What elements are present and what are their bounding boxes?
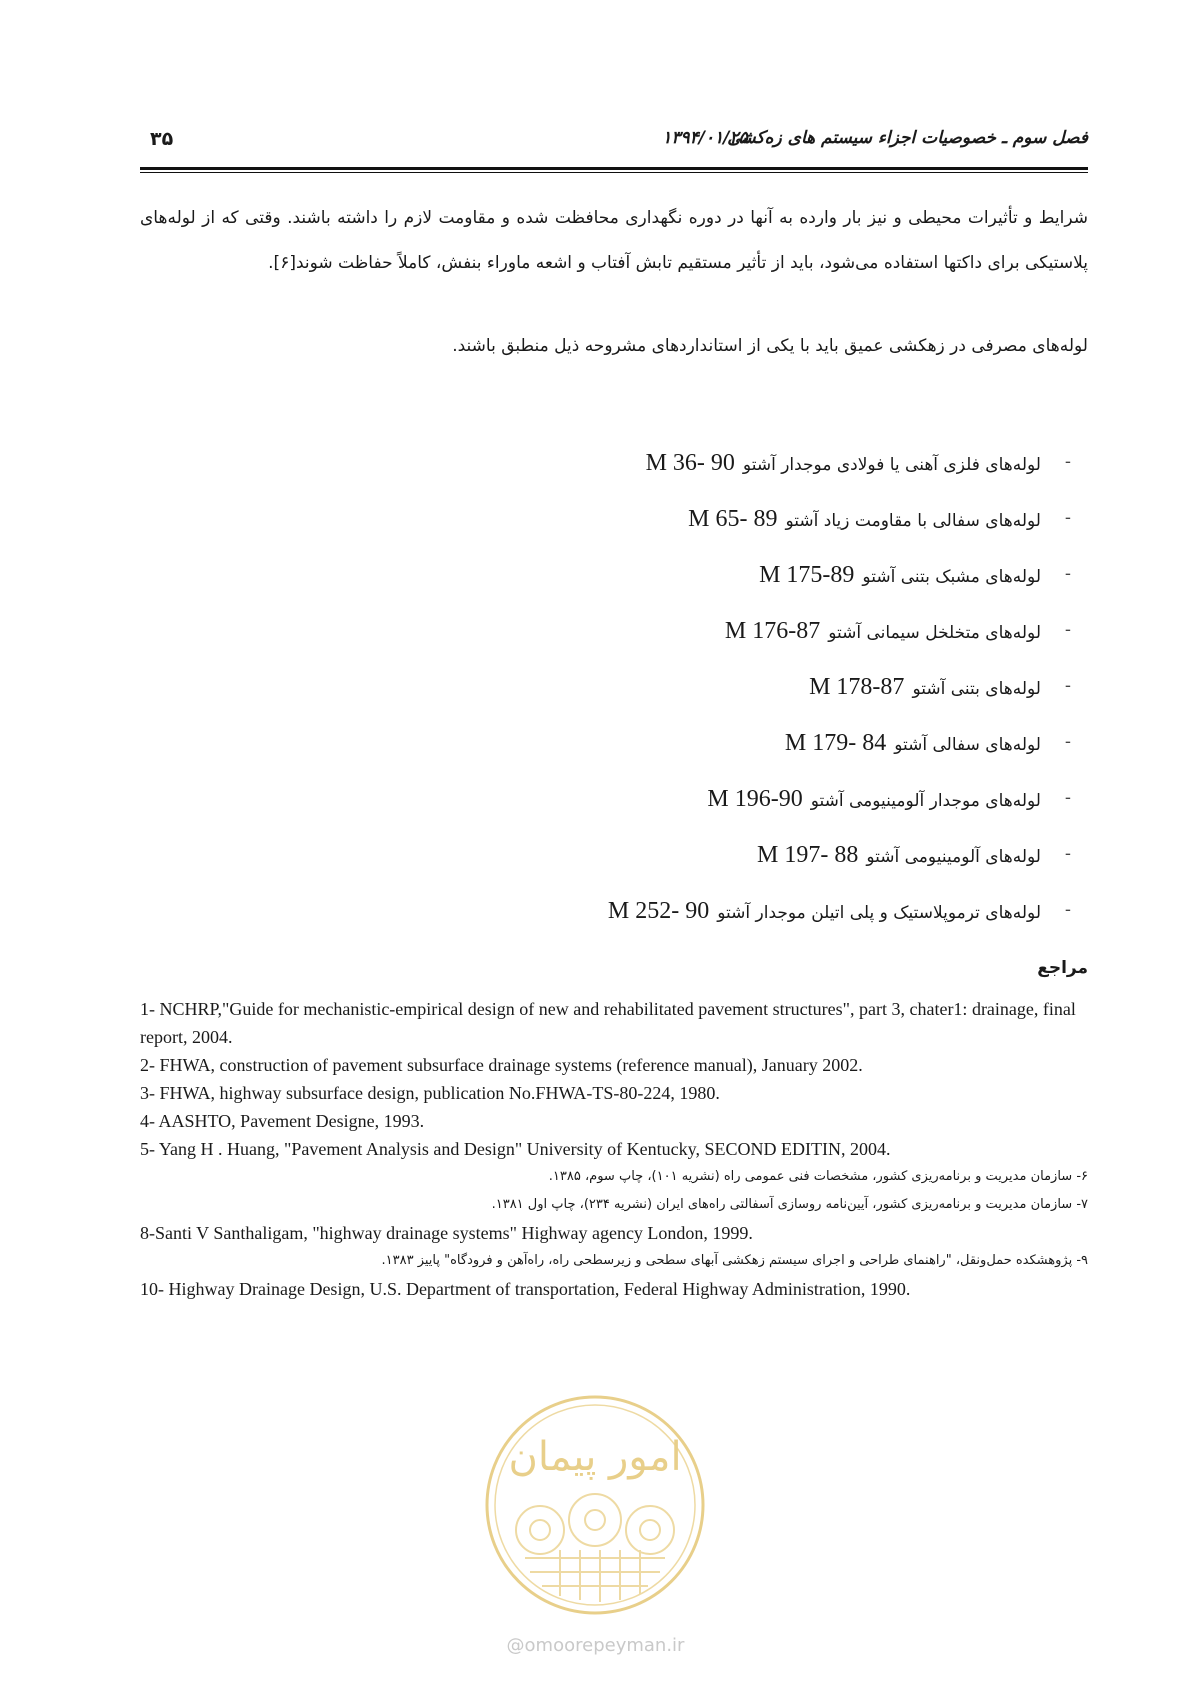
list-item <box>608 842 1071 898</box>
reference-item: 2- FHWA, construction of pavement subsurface drainage systems (reference manual), January 2002. <box>140 1055 863 1075</box>
reference-item: 8-Santi V Santhaligam, "highway drainage systems" Highway agency London, 1999. <box>140 1223 753 1243</box>
chapter-title: فصل سوم ـ خصوصیات اجزاء سیستم های زه‌کشی <box>727 128 1088 148</box>
list-dash: - <box>1064 732 1071 752</box>
list-dash: - <box>1064 620 1071 640</box>
body-paragraph-1 <box>140 196 1088 286</box>
list-item <box>608 562 1071 618</box>
list-item-text: لوله‌های متخلخل سیمانی آشتو <box>828 623 1041 643</box>
reference-item: ۹- پژوهشکده حمل‌ونقل، "راهنمای طراحی و اجرای سیستم زهکشی آبهای سطحی و زیرسطحی راه، راه‌آهن و فرودگاه" پاییز ۱۳۸۳. <box>381 1253 1088 1268</box>
references-list <box>140 995 1088 1303</box>
watermark-logo <box>480 1390 710 1620</box>
standard-code: M 179- 84 <box>784 730 887 756</box>
header-rule-thin <box>140 172 1088 173</box>
reference-item: ۷- سازمان مدیریت و برنامه‌ریزی کشور، آیین‌نامه روسازی آسفالتی راه‌های ایران (نشریه ۲۳۴)، چاپ اول ۱۳۸۱. <box>491 1197 1088 1212</box>
header-rule <box>140 167 1088 170</box>
list-item-text: لوله‌های مشبک بتنی آشتو <box>862 567 1041 587</box>
list-item-text: لوله‌های سفالی آشتو <box>894 735 1041 755</box>
list-item <box>608 450 1071 506</box>
body-paragraph-2 <box>140 324 1088 369</box>
paragraph-text: شرایط و تأثیرات محیطی و نیز بار وارده به آنها در دوره نگهداری محافظت شده و مقاومت لازم را داشته باشند. وقتی که از لوله‌های پلاستیکی برای داکتها استفاده می‌شود، باید از تأثیر مستقیم تابش آفتاب و اشعه ماوراء بنفش، کاملاً حفاظت شوند[۶]. <box>140 208 1088 273</box>
list-dash: - <box>1064 676 1071 696</box>
standard-code: M 175-89 <box>759 562 855 588</box>
list-item <box>608 618 1071 674</box>
standard-code: M 65- 89 <box>688 506 778 532</box>
list-item-text: لوله‌های فلزی آهنی یا فولادی موجدار آشتو <box>742 455 1041 475</box>
list-item-text: لوله‌های موجدار آلومینیومی آشتو <box>810 791 1041 811</box>
page-number: ۳۵ <box>150 128 174 150</box>
reference-item: 10- Highway Drainage Design, U.S. Department of transportation, Federal Highway Administration, 1990. <box>140 1279 911 1299</box>
list-dash: - <box>1064 788 1071 808</box>
standards-list <box>607 450 1071 954</box>
list-item <box>608 674 1071 730</box>
standard-code: M 252- 90 <box>607 898 710 924</box>
references-heading: مراجع <box>1037 958 1088 978</box>
list-item-text: لوله‌های آلومینیومی آشتو <box>866 847 1041 867</box>
standard-code: M 197- 88 <box>757 842 859 868</box>
paragraph-text: لوله‌های مصرفی در زهکشی عمیق باید با یکی از استانداردهای مشروحه ذیل منطبق باشند. <box>452 336 1088 356</box>
list-dash: - <box>1064 452 1071 472</box>
list-dash: - <box>1064 564 1071 584</box>
standard-code: M 178-87 <box>809 674 905 700</box>
list-dash: - <box>1064 508 1071 528</box>
list-item-text: لوله‌های سفالی با مقاومت زیاد آشتو <box>785 511 1041 531</box>
list-dash: - <box>1064 844 1071 864</box>
seal-icon <box>480 1390 710 1620</box>
watermark-site: @omoorepeyman.ir <box>506 1635 685 1656</box>
standard-code: M 36- 90 <box>645 450 735 476</box>
reference-item: 5- Yang H . Huang, "Pavement Analysis and Design" University of Kentucky, SECOND EDITIN, 2004. <box>140 1139 891 1159</box>
list-item <box>608 506 1071 562</box>
reference-item: 1- NCHRP,"Guide for mechanistic-empirical design of new and rehabilitated pavement structures", part 3, chater1: drainage, final report, 2004. <box>140 999 1076 1047</box>
list-item-text: لوله‌های ترموپلاستیک و پلی اتیلن موجدار آشتو <box>717 903 1041 923</box>
reference-item: 4- AASHTO, Pavement Designe, 1993. <box>140 1111 425 1131</box>
header-date: ۱۳۹۴/۰۱/۲۵ <box>662 128 748 148</box>
list-item <box>608 786 1071 842</box>
svg-text:امور پیمان: امور پیمان <box>508 1434 682 1480</box>
list-item <box>607 898 1071 954</box>
list-dash: - <box>1064 900 1071 920</box>
reference-item: ۶- سازمان مدیریت و برنامه‌ریزی کشور، مشخصات فنی عمومی راه (نشریه ۱۰۱)، چاپ سوم، ۱۳۸۵. <box>548 1169 1088 1184</box>
reference-item: 3- FHWA, highway subsurface design, publication No.FHWA-TS-80-224, 1980. <box>140 1083 720 1103</box>
standard-code: M 176-87 <box>724 618 821 644</box>
standard-code: M 196-90 <box>707 786 803 812</box>
list-item <box>608 730 1071 786</box>
page-header <box>140 128 1088 160</box>
list-item-text: لوله‌های بتنی آشتو <box>912 679 1041 699</box>
